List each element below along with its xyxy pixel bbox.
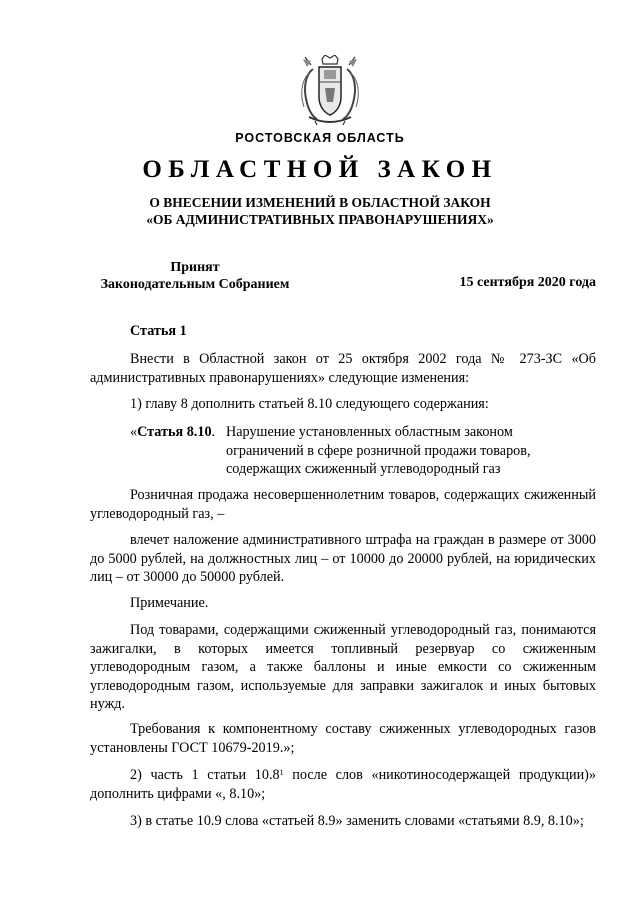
item-2 xyxy=(90,766,596,803)
item-2-part-b: после слов «никотиносодержащей продукции)» дополнить цифрами «, 8.10»; xyxy=(90,767,596,802)
region-name: РОСТОВСКАЯ ОБЛАСТЬ xyxy=(235,131,405,145)
subtitle-line-1: О ВНЕСЕНИИ ИЗМЕНЕНИЙ В ОБЛАСТНОЙ ЗАКОН xyxy=(149,195,491,210)
coat-of-arms-icon xyxy=(295,55,365,127)
adoption-date: 15 сентября 2020 года xyxy=(459,275,596,290)
new-article-title: Нарушение установленных областным законом ограничений в сфере розничной продажи товаров, содержащих сжиженный углеводородный газ xyxy=(226,424,531,477)
adoption-body xyxy=(90,259,300,293)
subtitle-line-2: «ОБ АДМИНИСТРАТИВНЫХ ПРАВОНАРУШЕНИЯХ» xyxy=(146,212,494,227)
item-3: 3) в статье 10.9 слова «статьей 8.9» заменить словами «статьями 8.9, 8.10»; xyxy=(130,813,584,829)
adoption-line-1: Принят xyxy=(170,260,220,275)
item-2-superscript: 1 xyxy=(279,768,284,777)
open-quote: « xyxy=(130,424,138,440)
paragraph-penalty: влечет наложение административного штрафа на граждан в размере от 3000 до 5000 рублей, на должностных лиц – от 10000 до 20000 рублей, на юридических лиц – от 30000 до 50000 рублей. xyxy=(90,532,596,585)
note-text: Под товарами, содержащими сжиженный углеводородный газ, понимаются зажигалки, в которых имеется топливный резервуар со сжиженным углеводородным газом, а также баллоны и иные емкости со сжиженным углеводородным газом, используемые для заправки зажигалок и иных бытовых нужд. xyxy=(90,622,596,712)
document-type-title: ОБЛАСТНОЙ ЗАКОН xyxy=(142,156,498,183)
item-1: 1) главу 8 дополнить статьей 8.10 следующего содержания: xyxy=(130,396,489,412)
new-article-number: Статья 8.10 xyxy=(137,424,212,440)
new-article-label xyxy=(130,423,215,442)
note-label: Примечание. xyxy=(130,595,209,611)
article-1-intro: Внести в Областной закон от 25 октября 2002 года № 273-ЗС «Об административных правонарушениях» следующие изменения: xyxy=(90,351,596,386)
new-article-dot: . xyxy=(211,424,216,440)
item-2-part-a: 2) часть 1 статьи 10.8 xyxy=(130,767,280,783)
article-1-heading: Статья 1 xyxy=(130,323,187,339)
requirements-paragraph: Требования к компонентному составу сжиженных углеводородных газов установлены ГОСТ 10679-2019.»; xyxy=(90,721,596,756)
adoption-line-2: Законодательным Собранием xyxy=(100,277,290,292)
law-subtitle xyxy=(0,194,640,228)
paragraph-sale: Розничная продажа несовершеннолетним товаров, содержащих сжиженный углеводородный газ, – xyxy=(90,487,596,522)
